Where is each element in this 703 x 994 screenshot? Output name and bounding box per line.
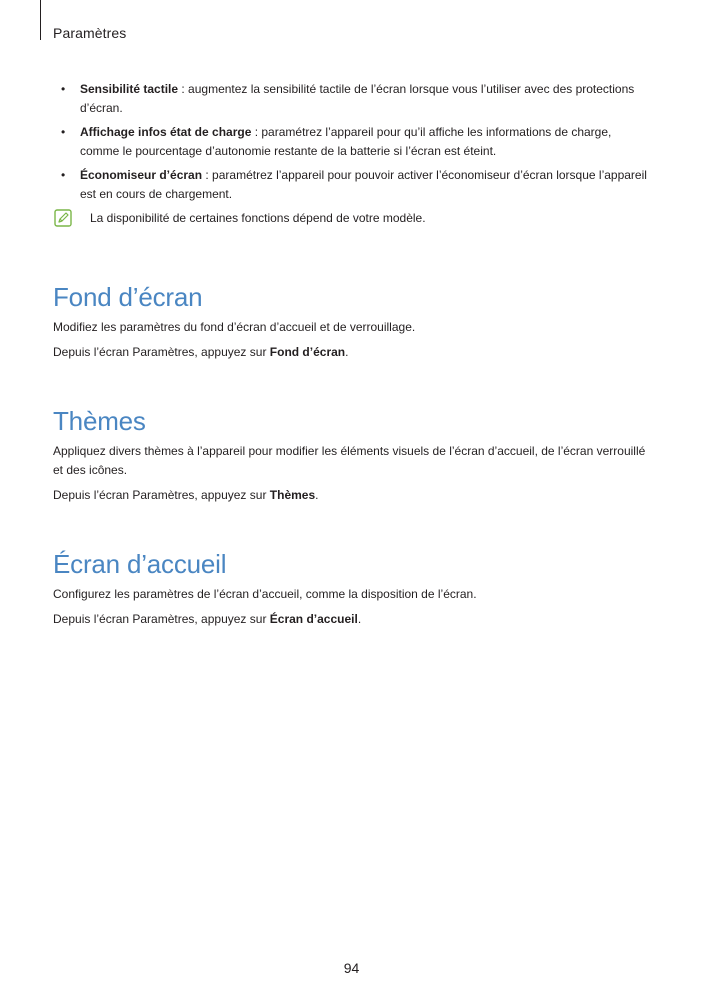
settings-bullet-list bbox=[53, 80, 653, 204]
path-suffix: . bbox=[357, 612, 362, 626]
bullet-term: Affichage infos état de charge bbox=[80, 125, 252, 139]
path-prefix: Depuis l’écran Paramètres, appuyez sur bbox=[53, 488, 270, 502]
path-target: Thèmes bbox=[269, 488, 316, 502]
path-target: Fond d’écran bbox=[269, 345, 346, 359]
bullet-term: Économiseur d’écran bbox=[80, 168, 203, 182]
bullet-dot: • bbox=[61, 82, 66, 96]
section-title: Fond d’écran bbox=[53, 282, 203, 312]
page-number: 94 bbox=[343, 960, 360, 976]
bullet-dot: • bbox=[61, 125, 66, 139]
section-path bbox=[53, 486, 653, 505]
section-path bbox=[53, 610, 653, 629]
note-text: La disponibilité de certaines fonctions dépend de votre modèle. bbox=[90, 211, 426, 225]
section-description: Configurez les paramètres de l’écran d’accueil, comme la disposition de l’écran. bbox=[53, 587, 477, 601]
bullet-dot: • bbox=[61, 168, 66, 182]
section-title: Écran d’accueil bbox=[53, 549, 227, 579]
page-content bbox=[53, 80, 653, 629]
path-suffix: . bbox=[315, 488, 319, 502]
note-pencil-icon bbox=[54, 209, 72, 227]
path-suffix: . bbox=[345, 345, 349, 359]
bullet-text: : paramétrez l’appareil pour qu’il affiche les informations de charge, comme le pourcentage d’autonomie restante de la batterie si l’écran est éteint. bbox=[80, 125, 612, 158]
list-item bbox=[53, 166, 653, 204]
path-target: Écran d’accueil bbox=[269, 612, 358, 626]
path-prefix: Depuis l’écran Paramètres, appuyez sur bbox=[53, 612, 270, 626]
section-fond-ecran bbox=[53, 281, 653, 362]
note-box bbox=[53, 209, 653, 233]
section-path bbox=[53, 343, 653, 362]
section-ecran-accueil bbox=[53, 548, 653, 629]
list-item bbox=[53, 123, 653, 161]
bullet-term: Sensibilité tactile bbox=[80, 82, 179, 96]
page-header-title: Paramètres bbox=[53, 25, 127, 41]
path-prefix: Depuis l’écran Paramètres, appuyez sur bbox=[53, 345, 270, 359]
section-description: Appliquez divers thèmes à l’appareil pour modifier les éléments visuels de l’écran d’accueil, de l’écran verrouillé et des icônes. bbox=[53, 444, 646, 477]
list-item bbox=[53, 80, 653, 118]
header-rule bbox=[40, 0, 41, 40]
section-title: Thèmes bbox=[53, 406, 146, 436]
bullet-text: : augmentez la sensibilité tactile de l’écran lorsque vous l’utiliser avec des protections d’écran. bbox=[80, 82, 635, 115]
section-themes bbox=[53, 405, 653, 505]
bullet-text: : paramétrez l’appareil pour pouvoir activer l’économiseur d’écran lorsque l’appareil est en cours de chargement. bbox=[80, 168, 647, 201]
section-description: Modifiez les paramètres du fond d’écran d’accueil et de verrouillage. bbox=[53, 320, 416, 334]
